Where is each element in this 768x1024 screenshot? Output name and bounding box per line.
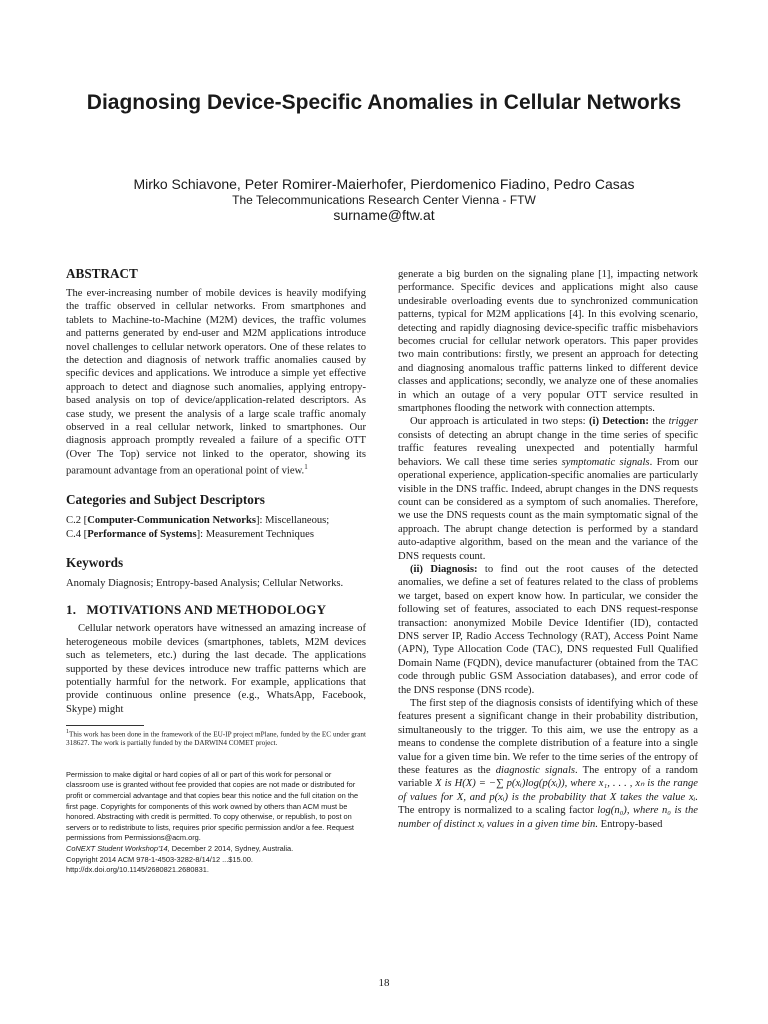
category-item: C.4 [Performance of Systems]: Measurement Techniques: [66, 528, 314, 540]
keywords-text: Anomaly Diagnosis; Entropy-based Analysis; Cellular Networks.: [66, 578, 344, 590]
left-column: [66, 266, 366, 876]
affiliation: The Telecommunications Research Center Vienna - FTW: [232, 193, 536, 207]
footnote: $^1$This work has been done in the framework of the EU-IP project mPlane, funded by the EC under grant 318627. The work is partially funded by the DARWIN4 COMET project.: [66, 729, 366, 748]
paragraph: generate a big burden on the signaling plane [1], impacting network performance. Specific devices and applications might also cause undesirable overloading events due to synchronized communication patterns, typical for M2M applications [4]. In this evolving scenario, detecting and rapidly diagnosing device-specific traffic misbehaviors becomes crucial for cellular network operators. This paper provides two main contributions: firstly, we present an approach for detecting and diagnosing anomalous traffic patterns linked to different device classes and applications; secondly, we analyze one of these anomalies in which an outage of a very popular OTT service resulted in smartphones flooding the network with connection attempts.: [398, 269, 698, 415]
paper-title: Diagnosing Device-Specific Anomalies in Cellular Networks: [86, 91, 682, 114]
doi-link[interactable]: http://dx.doi.org/10.1145/2680821.2680831.: [66, 865, 209, 875]
page-number: 18: [378, 977, 390, 989]
author-list: Mirko Schiavone, Peter Romirer-Maierhofer, Pierdomenico Fiadino, Pedro Casas: [133, 176, 635, 192]
permission-block: [66, 770, 366, 876]
permission-text: Permission to make digital or hard copies of all or part of this work for personal or classroom use is granted without fee provided that copies are not made or distributed for profit or commercial advantage and that copies bear this notice and the full citation on the first page. Copyrights for components of this work owned by others than ACM must be honored. Abstracting with credit is permitted. To copy otherwise, or republish, to post on servers or to redistribute to lists, requires prior specific permission and/or a fee. Request permissions from Permissions@acm.org.: [66, 769, 359, 843]
category-item: C.2 [Computer-Communication Networks]: Miscellaneous;: [66, 515, 330, 527]
paragraph: The first step of the diagnosis consists of identifying which of these features present a significant change in their probability distribution, simultaneously to the trigger. To this aim, we use the entropy as a means to condense the complete distribution of a feature into a single value for a given time bin. We refer to the time series of the entropy of these features as the diagnostic signals. The entropy of a random variable X is H(X) = −∑ p(xᵢ)log(p(xᵢ)), where x₁, . . . , xₙ is the range of values for X, and p(xᵢ) is the probability that X takes the value xᵢ. The entropy is normalized to a scaling factor log(n₀), where n₀ is the number of distinct xᵢ values in a given time bin. Entropy-based: [398, 698, 699, 830]
paragraph: Our approach is articulated in two steps: (i) Detection: the trigger consists of detecting an abrupt change in the time series of specific traffic features revealing unexpected and potentially harmful behaviors. We call these time series symptomatic signals. From our operational experience, application-specific anomalies are particularly visible in the DNS traffic. Indeed, abrupt changes in the DNS requests count can be considered as a symptom of such anomalies. Therefore, we use the DNS requests count as the main symptomatic signal of the approach. The abrupt change detection is performed by a standard auto-adaptive algorithm, based on the mean and the variance of the DNS requests count.: [398, 416, 698, 562]
abstract-text: The ever-increasing number of mobile devices is heavily modifying the traffic observed in cellular networks. From smartphones and tablets to Machine-to-Machine (M2M) devices, the traffic volumes and patterns generated by end-user and M2M applications introduce novel challenges to cellular network operators. One of these relates to the detection and diagnosis of network traffic anomalies caused by specific devices and applications. We introduce a simple yet effective approach to detect and diagnose such anomalies, applying entropy-based analysis on top of device/application-related descriptors. As case study, we present the analysis of a large scale traffic anomaly observed in a real cellular network, linked to smartphones. Our diagnosis approach promptly revealed a failure of a specific OTT (Over The Top) service not linked to the operator, showing its paramount advantage from an operational point of view.$^1$: [66, 288, 366, 477]
copyright-line: Copyright 2014 ACM 978-1-4503-3282-8/14/12 ...$15.00.: [66, 854, 253, 864]
contact-email: surname@ftw.at: [333, 207, 435, 223]
section-heading: 1. MOTIVATIONS AND METHODOLOGY: [66, 602, 327, 618]
paragraph: (ii) Diagnosis: to find out the root causes of the detected anomalies, we define a set of features related to the class of problems we target, based on expert know how. In particular, we consider the following set of features, associated to each DNS request-response transaction: anonymized Mobile Device Identifier (ID), contacted DNS server IP, Radio Access Technology (RAT), Access Point Name (APN), Type Allocation Code (TAC), DNS requested Full Qualified Domain Name (FQDN), device manufacturer (obtained from the TAC code through public GSM Association databases), and error code of the DNS response (DNS rcode).: [398, 563, 699, 696]
section-paragraph: Cellular network operators have witnessed an amazing increase of heterogeneous mobile devices (smartphones, tablets, M2M devices such as telemeters, etc.) during the last decade. The applications supported by these devices introduce new traffic patterns which are potentially harmful for the network. For example, applications that provide continuous online presence (e.g., WhatsApp, Facebook, Skype) might: [66, 623, 366, 715]
abstract-heading: ABSTRACT: [66, 266, 138, 281]
venue-line: CoNEXT Student Workshop'14, December 2 2014, Sydney, Australia.: [66, 844, 294, 854]
keywords-heading: Keywords: [66, 555, 124, 571]
categories-heading: Categories and Subject Descriptors: [66, 492, 265, 508]
footnote-rule: [66, 725, 144, 726]
right-column: [398, 268, 698, 831]
